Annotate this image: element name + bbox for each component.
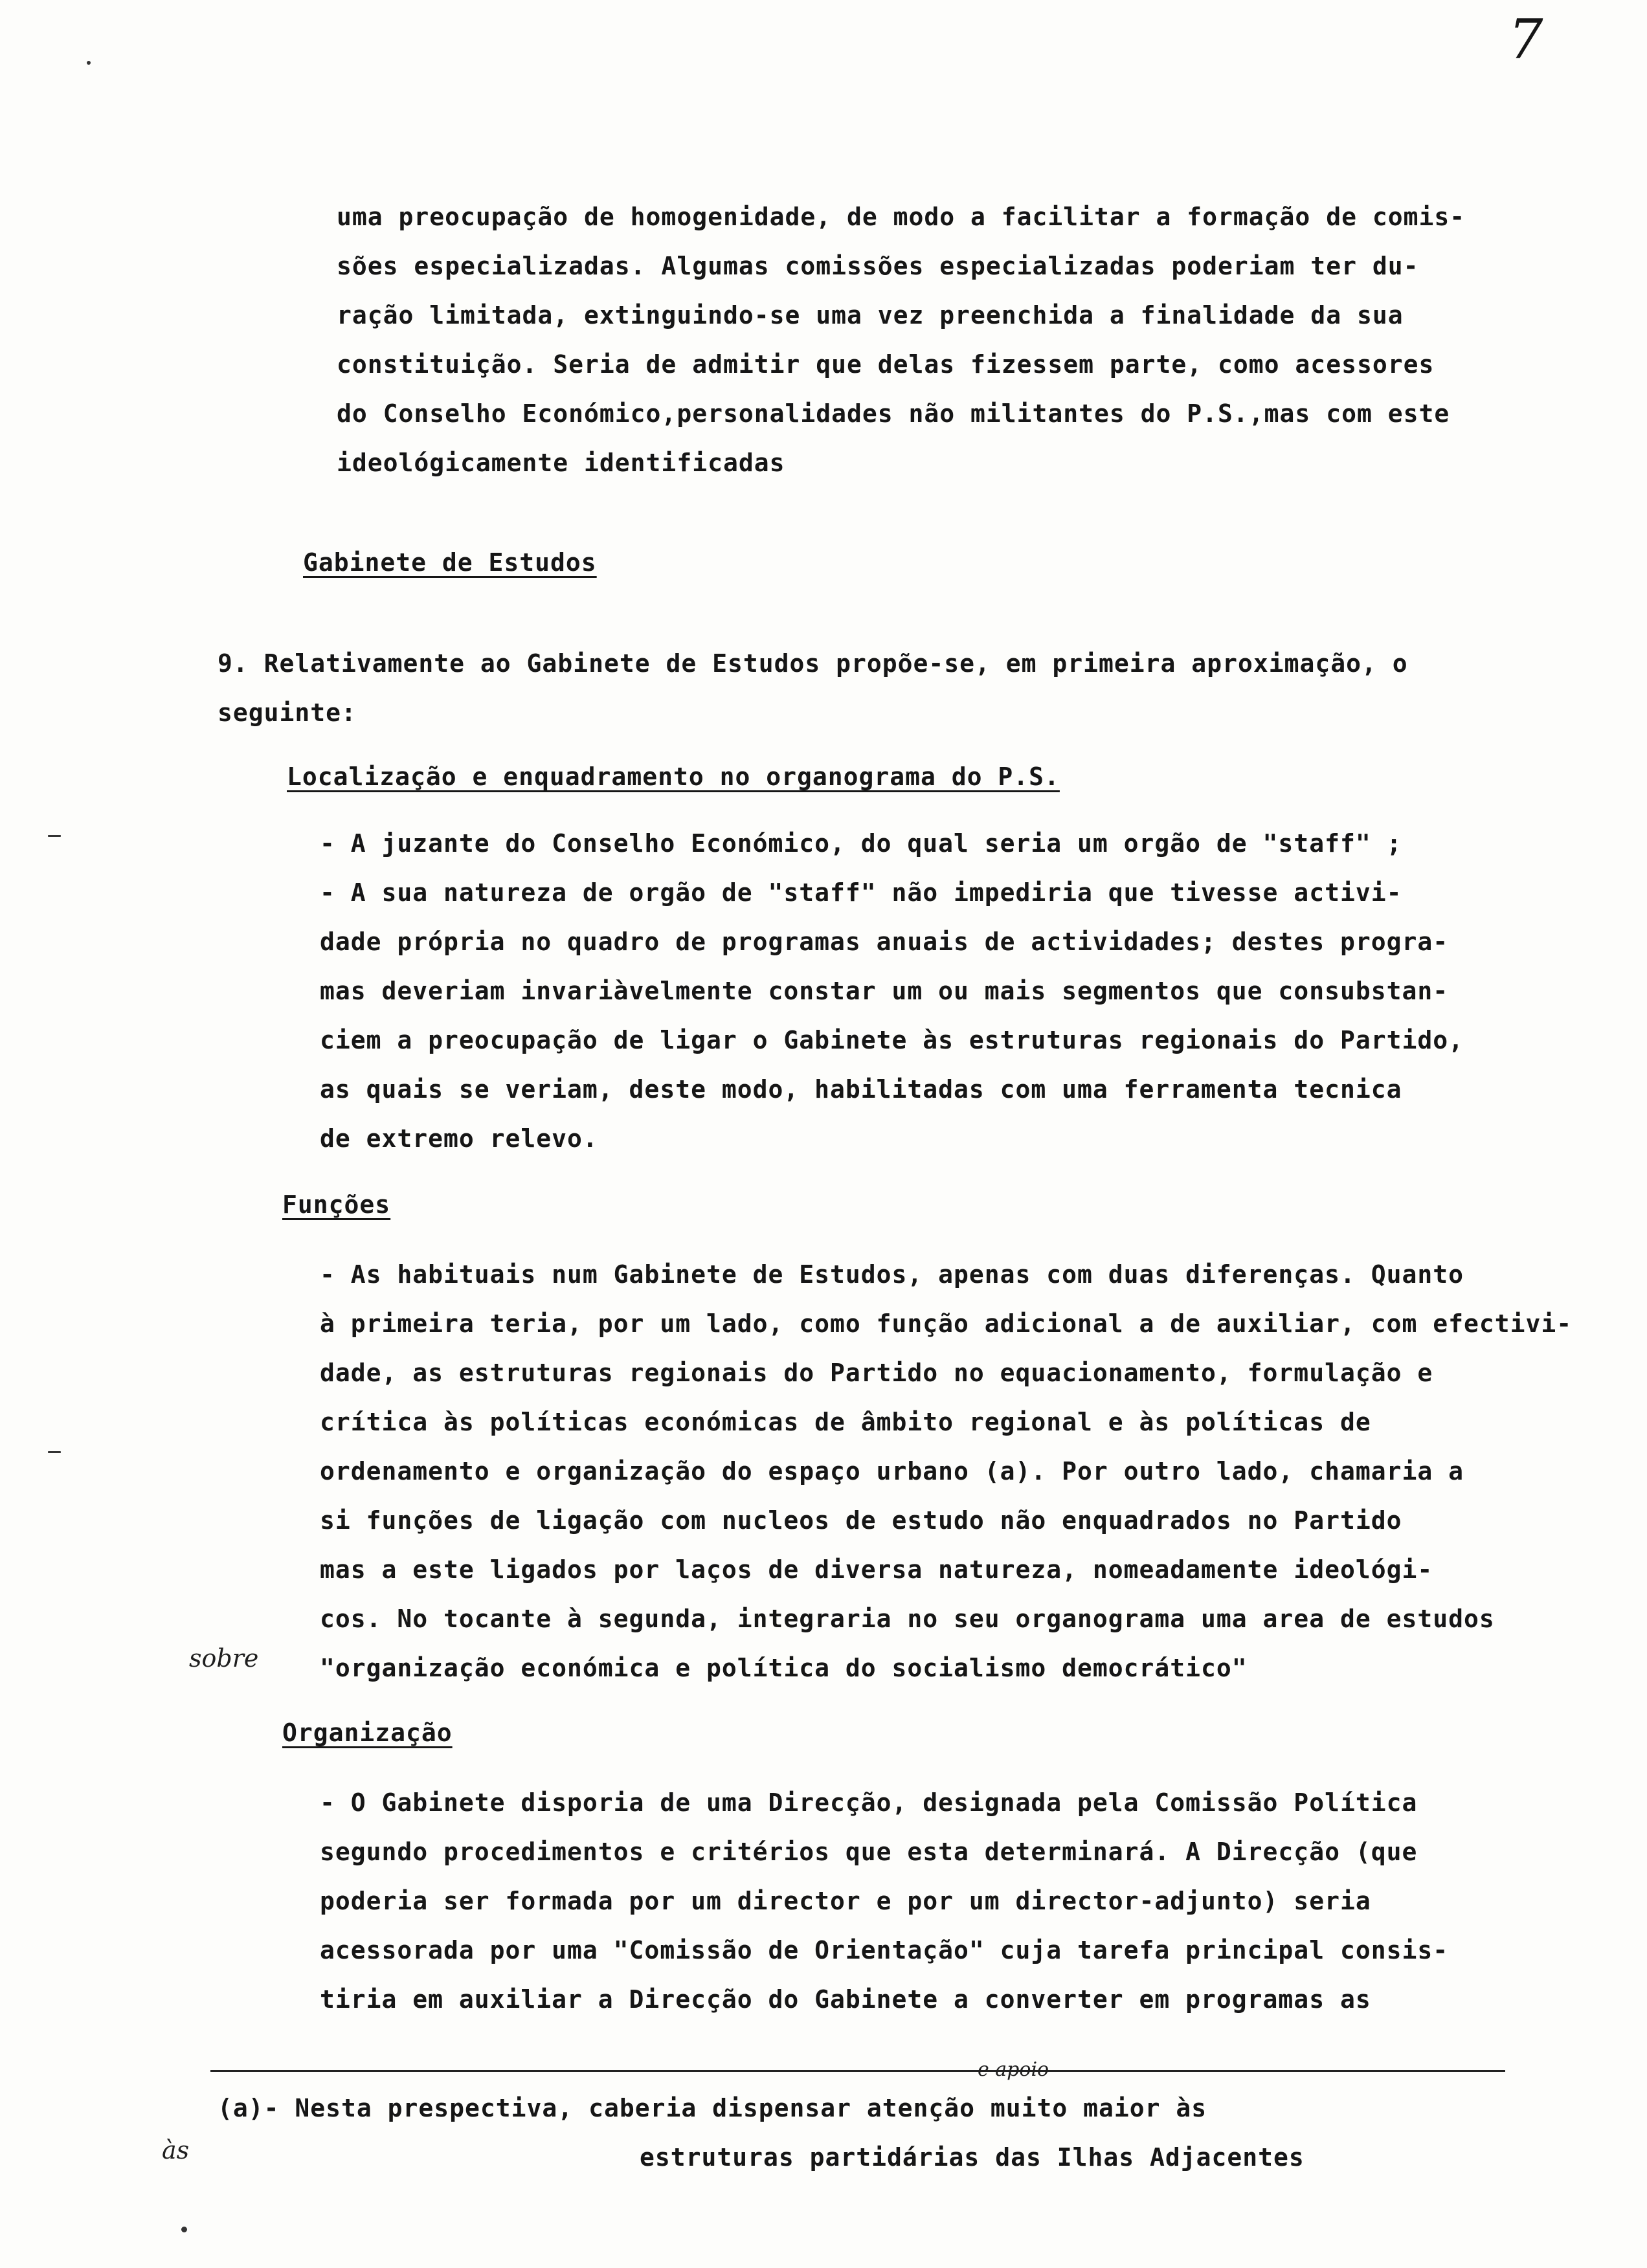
handwritten-insertion: e apoio bbox=[978, 2058, 1049, 2081]
text-line: mas deveriam invariàvelmente constar um ou mais segmentos que consubstan- bbox=[320, 977, 1449, 1005]
subheading-localizacao: Localização e enquadramento no organograma do P.S. bbox=[287, 762, 1060, 791]
text-line: as quais se veriam, deste modo, habilitadas com uma ferramenta tecnica bbox=[320, 1075, 1402, 1104]
page-number: 7 bbox=[1508, 8, 1544, 71]
text-line: 9. Relativamente ao Gabinete de Estudos propõe-se, em primeira aproximação, o bbox=[218, 649, 1408, 678]
scan-speck bbox=[181, 2227, 187, 2232]
text-line: sões especializadas. Algumas comissões especializadas poderiam ter du- bbox=[337, 252, 1419, 280]
text-line: tiria em auxiliar a Direcção do Gabinete a converter em programas as bbox=[320, 1985, 1371, 2014]
text-line: poderia ser formada por um director e por um director-adjunto) seria bbox=[320, 1887, 1371, 1915]
text-line: dade, as estruturas regionais do Partido no equacionamento, formulação e bbox=[320, 1359, 1433, 1387]
text-line: si funções de ligação com nucleos de estudo não enquadrados no Partido bbox=[320, 1506, 1402, 1535]
footnote-line: (a)- Nesta prespectiva, caberia dispensar atenção muito maior às bbox=[218, 2094, 1207, 2122]
text-line: ração limitada, extinguindo-se uma vez preenchida a finalidade da sua bbox=[337, 301, 1404, 329]
text-line: - A juzante do Conselho Económico, do qual seria um orgão de "staff" ; bbox=[320, 829, 1402, 858]
text-line: uma preocupação de homogenidade, de modo a facilitar a formação de comis- bbox=[337, 203, 1466, 231]
text-line: do Conselho Económico,personalidades não militantes do P.S.,mas com este bbox=[337, 399, 1450, 428]
scan-speck bbox=[87, 61, 91, 65]
text-line: mas a este ligados por laços de diversa natureza, nomeadamente ideológi- bbox=[320, 1555, 1433, 1584]
scan-speck bbox=[48, 1451, 61, 1453]
text-line: constituição. Seria de admitir que delas fizessem parte, como acessores bbox=[337, 350, 1435, 379]
text-line: à primeira teria, por um lado, como função adicional a de auxiliar, com efectivi- bbox=[320, 1309, 1573, 1338]
text-line: - As habituais num Gabinete de Estudos, apenas com duas diferenças. Quanto bbox=[320, 1260, 1464, 1289]
text-line: ideológicamente identificadas bbox=[337, 449, 785, 477]
text-line: ordenamento e organização do espaço urbano (a). Por outro lado, chamaria a bbox=[320, 1457, 1464, 1485]
text-line: - A sua natureza de orgão de "staff" não impediria que tivesse activi- bbox=[320, 878, 1402, 907]
footnote-divider bbox=[210, 2070, 1505, 2072]
text-line: "organização económica e política do socialismo democrático" bbox=[320, 1654, 1248, 1682]
text-line: ciem a preocupação de ligar o Gabinete às estruturas regionais do Partido, bbox=[320, 1026, 1464, 1054]
text-line: acessorada por uma "Comissão de Orientação" cuja tarefa principal consis- bbox=[320, 1936, 1449, 1964]
text-line: crítica às políticas económicas de âmbito regional e às políticas de bbox=[320, 1408, 1371, 1436]
text-line: de extremo relevo. bbox=[320, 1124, 598, 1153]
scan-speck bbox=[48, 835, 61, 837]
text-line: dade própria no quadro de programas anuais de actividades; destes progra- bbox=[320, 928, 1449, 956]
text-line: seguinte: bbox=[218, 698, 357, 727]
subheading-organizacao: Organização bbox=[282, 1718, 453, 1747]
text-line: - O Gabinete disporia de uma Direcção, designada pela Comissão Política bbox=[320, 1788, 1418, 1817]
text-line: cos. No tocante à segunda, integraria no seu organograma uma area de estudos bbox=[320, 1605, 1495, 1633]
footnote-line: estruturas partidárias das Ilhas Adjacentes bbox=[640, 2143, 1305, 2172]
section-heading: Gabinete de Estudos bbox=[303, 548, 597, 577]
handwritten-margin-note: sobre bbox=[189, 1644, 259, 1673]
text-line: segundo procedimentos e critérios que esta determinará. A Direcção (que bbox=[320, 1838, 1418, 1866]
subheading-funcoes: Funções bbox=[282, 1190, 391, 1219]
handwritten-margin-note: às bbox=[162, 2136, 190, 2164]
